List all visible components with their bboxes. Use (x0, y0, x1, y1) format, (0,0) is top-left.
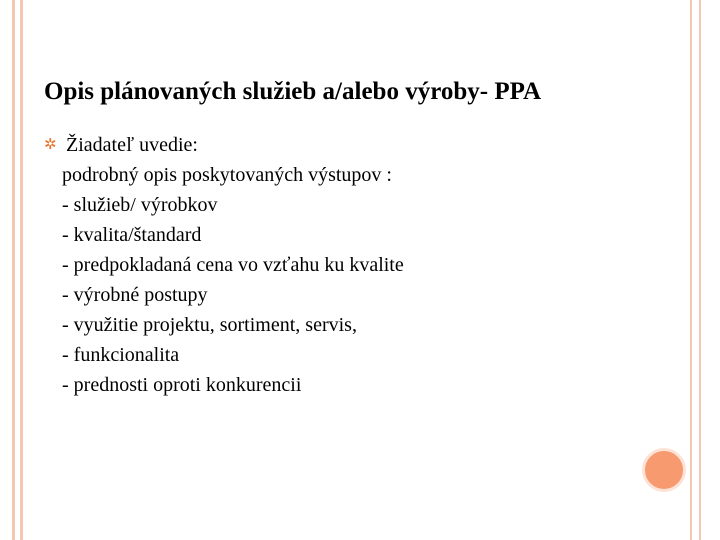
right-decor-line-outer (699, 0, 701, 540)
slide-content (44, 130, 404, 400)
list-item: - funkcionalita (62, 344, 180, 366)
bullet-text: Žiadateľ uvedie: (66, 134, 198, 156)
left-decor-line-inner (20, 0, 23, 540)
list-item: - využitie projektu, sortiment, servis, (62, 314, 357, 336)
bullet-detail-list (44, 160, 404, 400)
circle-decor-icon (642, 448, 686, 492)
right-decor-line-inner (690, 0, 692, 540)
list-item: - predpokladaná cena vo vzťahu ku kvalite (62, 254, 404, 276)
list-item: - prednosti oproti konkurencii (62, 374, 302, 396)
gear-bullet-icon: ✲ (44, 137, 57, 153)
slide-title: Opis plánovaných služieb a/alebo výroby- PPA (44, 78, 542, 105)
list-item: - výrobné postupy (62, 284, 208, 306)
left-decor-line-outer (12, 0, 15, 540)
list-item: - služieb/ výrobkov (62, 194, 218, 216)
list-item: - kvalita/štandard (62, 224, 202, 246)
bullet-item (44, 130, 404, 160)
list-item: podrobný opis poskytovaných výstupov : (62, 164, 392, 186)
